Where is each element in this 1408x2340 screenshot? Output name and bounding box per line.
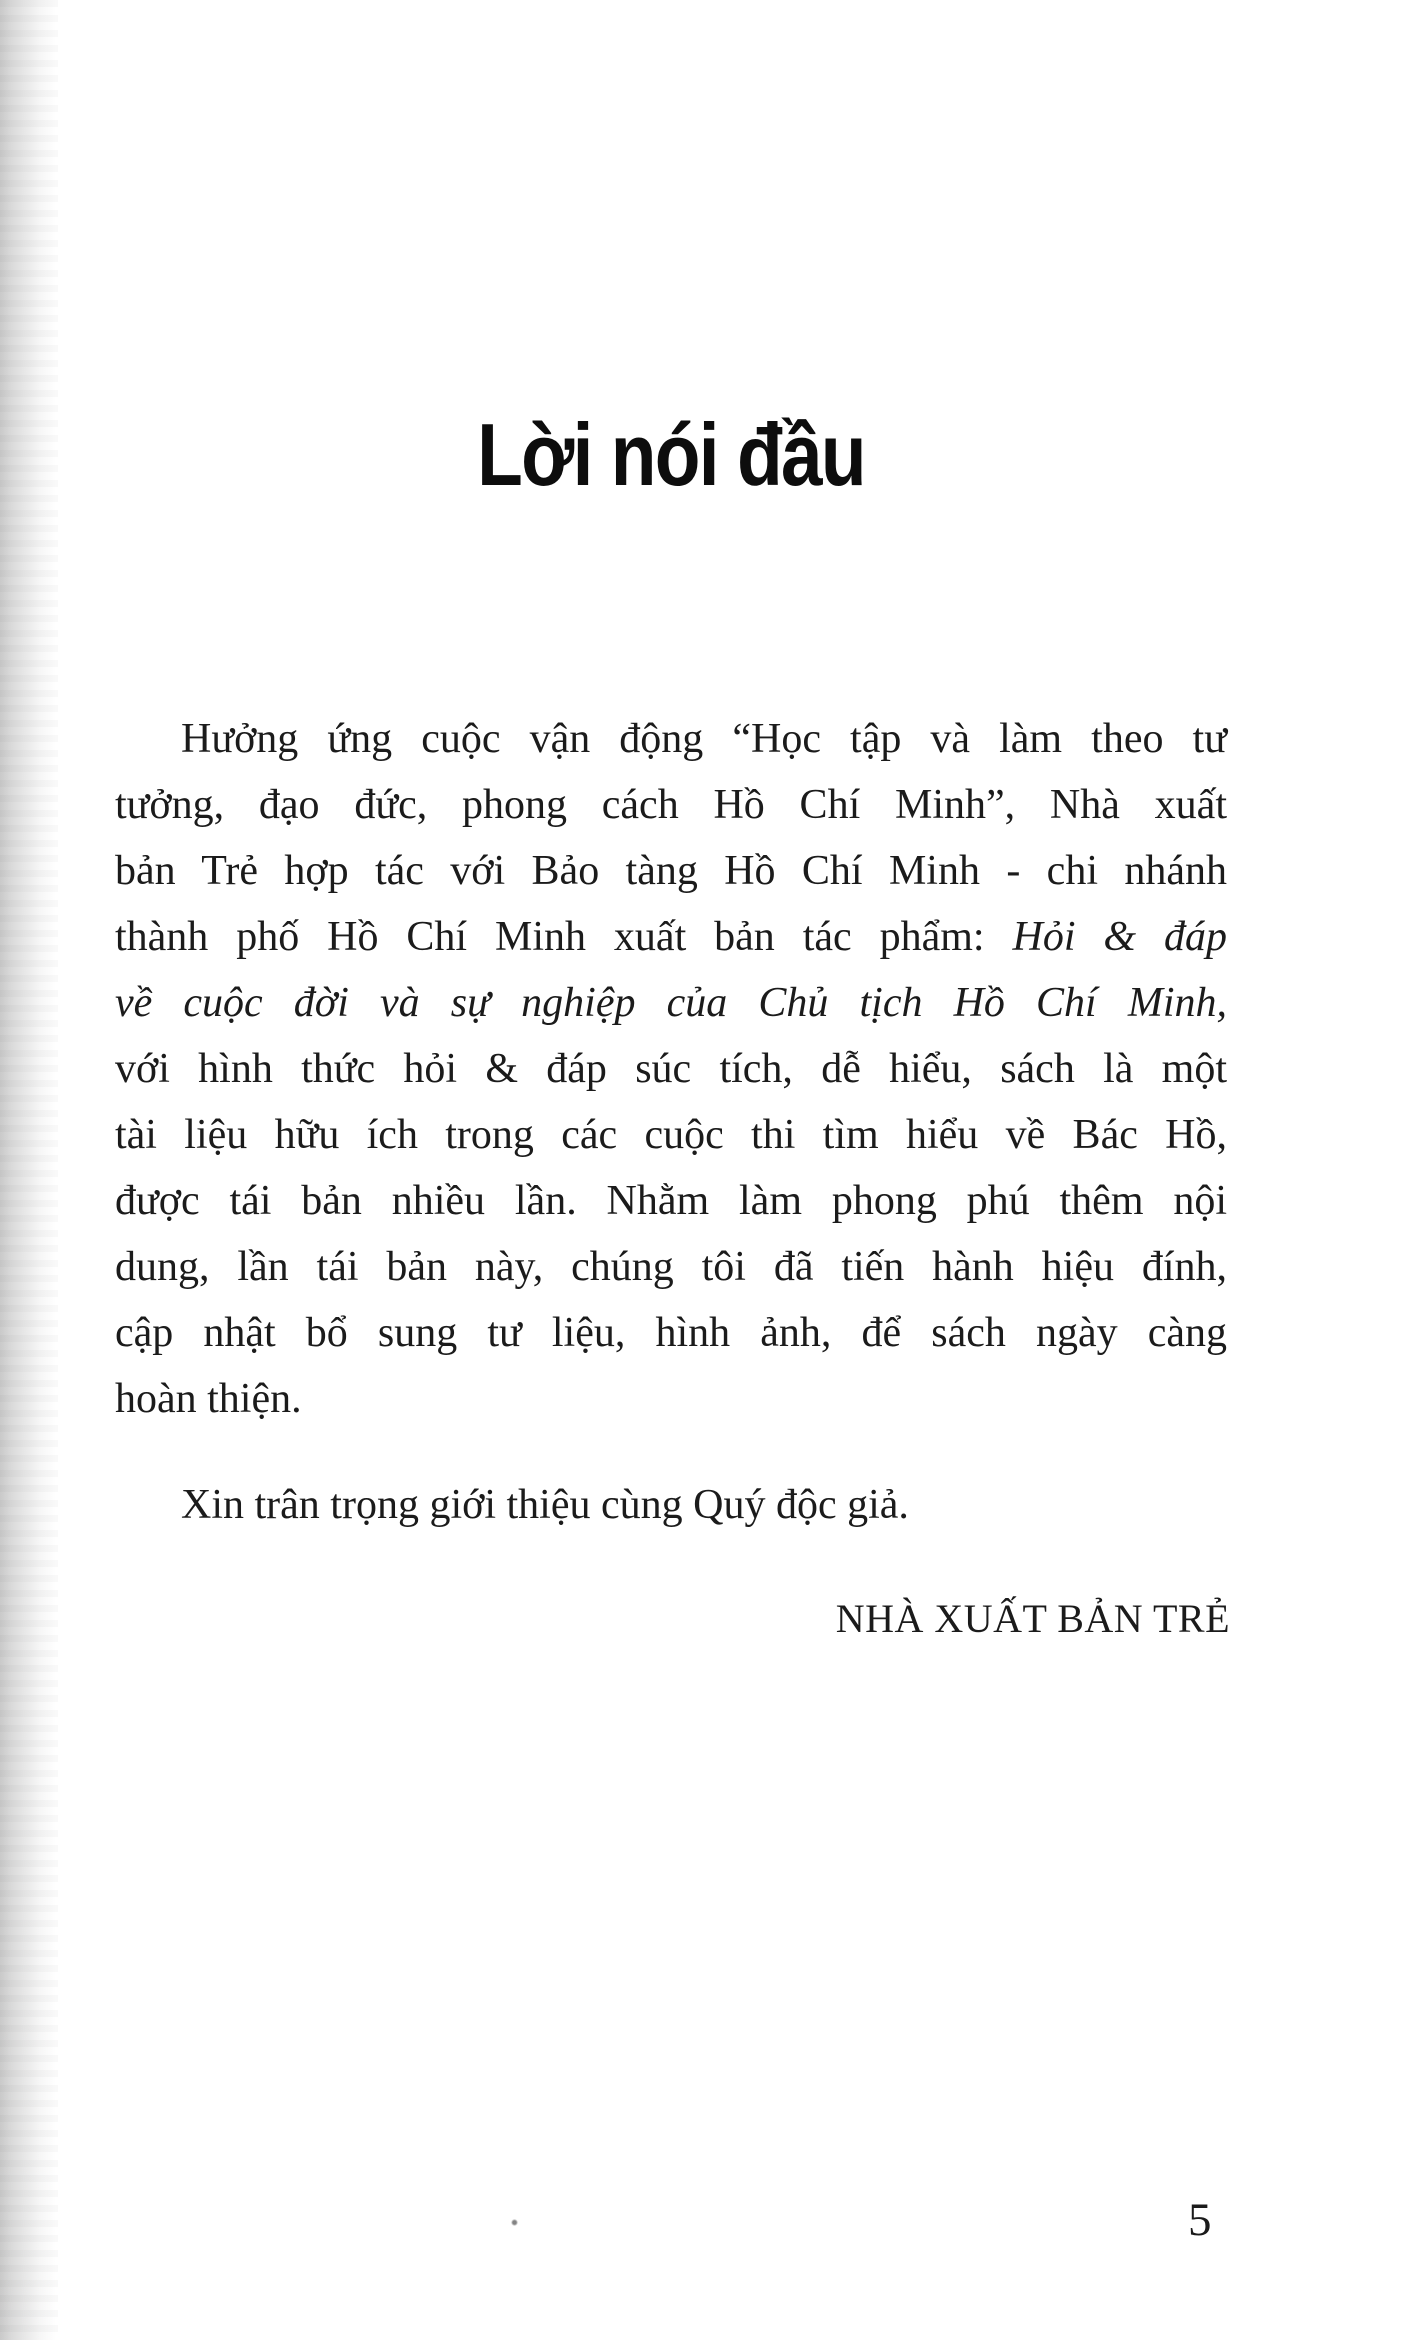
scan-edge-shadow (0, 0, 58, 2340)
foreword-paragraph-1 (115, 706, 1227, 1432)
text-line (115, 772, 1227, 838)
text-segment: thành phố Hồ Chí Minh xuất bản tác phẩm: (115, 914, 1013, 960)
text-segment: tài liệu hữu ích trong các cuộc thi tìm hiểu về Bác Hồ, (115, 1112, 1227, 1158)
text-segment: cập nhật bổ sung tư liệu, hình ảnh, để sách ngày càng (115, 1310, 1227, 1356)
text-line (115, 1234, 1227, 1300)
text-segment: hoàn thiện. (115, 1376, 302, 1422)
text-line (115, 1168, 1227, 1234)
text-segment: Hưởng ứng cuộc vận động “Học tập và làm theo tư (181, 716, 1227, 762)
text-segment-italic: về cuộc đời và sự nghiệp của Chủ tịch Hồ Chí Minh, (115, 980, 1227, 1026)
foreword-paragraph-2: Xin trân trọng giới thiệu cùng Quý độc giả. (181, 1482, 909, 1528)
scan-speck-artifact (511, 2219, 518, 2226)
text-line (115, 1102, 1227, 1168)
text-line (115, 1366, 1227, 1432)
text-line (115, 970, 1227, 1036)
text-line (115, 706, 1227, 772)
text-segment: bản Trẻ hợp tác với Bảo tàng Hồ Chí Minh - chi nhánh (115, 848, 1227, 894)
text-line (115, 1036, 1227, 1102)
text-line (115, 838, 1227, 904)
page-number: 5 (1188, 2194, 1212, 2246)
text-segment: được tái bản nhiều lần. Nhằm làm phong phú thêm nội (115, 1178, 1227, 1224)
page-title: Lời nói đầu (477, 405, 865, 504)
text-line (115, 1300, 1227, 1366)
publisher-signature: NHÀ XUẤT BẢN TRẺ (835, 1596, 1230, 1641)
text-segment: với hình thức hỏi & đáp súc tích, dễ hiểu, sách là một (115, 1046, 1227, 1092)
text-segment: dung, lần tái bản này, chúng tôi đã tiến hành hiệu đính, (115, 1244, 1227, 1290)
text-segment: tưởng, đạo đức, phong cách Hồ Chí Minh”, Nhà xuất (115, 782, 1227, 828)
text-line (115, 904, 1227, 970)
text-segment-italic: Hỏi & đáp (1012, 914, 1227, 960)
